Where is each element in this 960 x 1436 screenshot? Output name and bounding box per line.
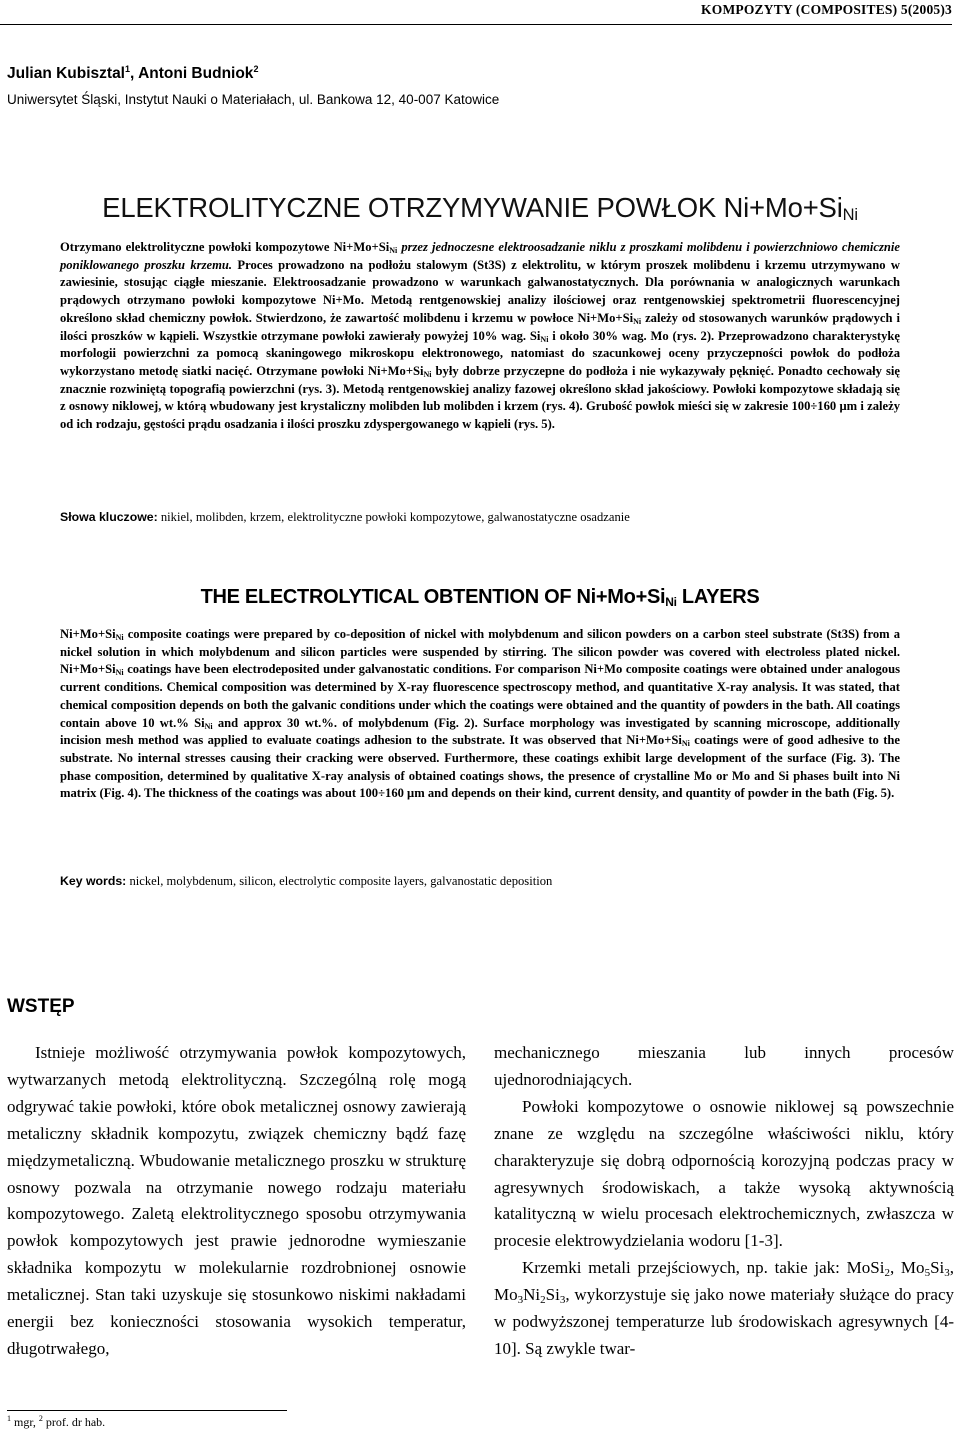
affiliation: Uniwersytet Śląski, Instytut Nauki o Materiałach, ul. Bankowa 12, 40-007 Katowice <box>7 92 500 107</box>
abstract-english: $Ni+Mo+Si_{Ni}$ composite coatings were prepared by co-deposition of nickel with molybdenum and silicon powders on a carbon steel substrate (St3S) from a nickel solution in which molybdenum and silicon particles were suspended by stirring. The silicon powder was covered with electroless plated nickel. $Ni+Mo+Si_{Ni}$ coatings have been electrodeposited under galvanostatic conditions. For comparison Ni+Mo composite coatings were obtained under analogous current conditions. Chemical composition was determined by X-ray fluorescence spectroscopy method, and quantitative X-ray analysis. It was stated, that chemical composition depends on both the galvanic conditions under which the coatings were obtained and the quantity of powders in the bath. All coatings contain above 10 wt.% $Si_{Ni}$ and approx 30 wt.%. of molybdenum (Fig. 2). Surface morphology was investigated by scanning microscope, additionally incision mesh method was applied to evaluate coatings adhesion to the substrate. It was observed that $Ni+Mo+Si_{Ni}$ coatings were of good adhesive to the substrate. No internal stresses causing their cracking were observed. Furthermore, these coatings exhibit large development of the surface (Fig. 3). The phase composition, determined by qualitative X-ray analysis of obtained coatings shows, the presence of crystalline Mo or Mo and Si phases built into Ni matrix (Fig. 4). The thickness of the coatings was about 100÷160 μm and depends on their kind, current density, and quantity of powder in the bath (Fig. 5). <box>60 627 900 801</box>
footnote-divider <box>7 1410 287 1411</box>
keywords-label: Słowa kluczowe: <box>60 510 158 524</box>
authors <box>7 64 258 83</box>
author-2: Antoni Budniok <box>138 65 254 83</box>
keywords-english <box>60 874 900 889</box>
title-english: THE ELECTROLYTICAL OBTENTION OF $Ni+Mo+Si_{Ni}$ LAYERS <box>200 586 760 609</box>
keywords-text: nickel, molybdenum, silicon, electrolytic composite layers, galvanostatic deposition <box>129 874 553 888</box>
body-column-left <box>7 1040 466 1363</box>
keywords-polish <box>60 510 900 525</box>
author-2-mark: 2 <box>253 64 259 74</box>
title-polish: ELEKTROLITYCZNE OTRZYMYWANIE POWŁOK $Ni+Mo+Si_{Ni}$ <box>102 192 858 224</box>
keywords-label: Key words: <box>60 874 127 888</box>
author-1-mark: 1 <box>125 64 131 74</box>
author-1: Julian Kubisztal <box>7 65 125 83</box>
footnote: $^1$ mgr, $^2$ prof. dr hab. <box>7 1414 106 1429</box>
journal-header <box>0 2 952 25</box>
paragraph: Krzemki metali przejściowych, np. takie jak: MoSi$_2$, $Mo_5Si_3$, $Mo_3Ni_2Si_3$, wykorzystuje się jako nowe materiały służące do pracy w podwyższonej temperaturze lub środowiskach agresywnych [4-10]. Są zwykle twar- <box>494 1258 954 1358</box>
body-column-right <box>494 1040 954 1363</box>
paragraph: mechanicznego mieszania lub innych procesów ujednorodniających. <box>494 1043 954 1089</box>
abstract-polish: Otrzymano elektrolityczne powłoki kompozytowe $Ni+Mo+Si_{Ni}$ przez jednoczesne elektroosadzanie niklu z proszkami molibdenu i powierzchniowo chemicznie poniklowanego proszku krzemu. Proces prowadzono na podłożu stalowym (St3S) z elektrolitu, w którym proszek molibdenu i krzemu utrzymywano w zawiesinie, stosując ciągłe mieszanie. Elektroosadzanie prowadzono w warunkach galwanostatycznych. Dla porównania w analogicznych warunkach prądowych otrzymano powłoki kompozytowe Ni+Mo. Metodą rentgenowskiej analizy ilościowej oraz rentgenowskiej spektrometrii fluorescencyjnej określono skład chemiczny powłok. Stwierdzono, że zawartość molibdenu i krzemu w powłoce $Ni+Mo+Si_{Ni}$ zależy od stosowanych warunków prądowych i ilości proszków w kąpieli. Wszystkie otrzymane powłoki zawierały powyżej 10% wag. $Si_{Ni}$ i około 30% wag. Mo (rys. 2). Przeprowadzono charakterystykę morfologii powierzchni za pomocą skaningowego mikroskopu elektronowego, natomiast do szacunkowej oceny przyczepności powłok do podłoża wykorzystano metodę siatki nacięć. Otrzymane powłoki $Ni+Mo+Si_{Ni}$ były dobrze przyczepne do podłoża i nie wykazywały pęknięć. Ponadto cechowały się znacznie rozwiniętą topografią powierzchni (rys. 3). Metodą rentgenowskiej analizy fazowej określono skład jakościowy. Powłoki kompozytowe składają się z osnowy niklowej, w którą wbudowany jest krystaliczny molibden lub molibden i krzem (rys. 4). Grubość powłok mieści się w zakresie 100÷160 μm i zależy od ich rodzaju, gęstości prądu osadzania i ilości proszku zdyspergowanego w kąpieli (rys. 5). <box>60 240 900 432</box>
journal-name: KOMPOZYTY (COMPOSITES) 5(2005)3 <box>701 2 952 17</box>
author-separator: , <box>130 65 139 83</box>
paragraph: Istnieje możliwość otrzymywania powłok kompozytowych, wytwarzanych metodą elektrolityczną. Szczególną rolę mogą odgrywać takie powłoki, które obok metalicznej osnowy zawierają metaliczny składnik kompozytu, związek chemiczny bądź fazę międzymetaliczną. Wbudowanie metalicznego proszku w strukturę osnowy pozwala na otrzymanie nowego rodzaju materiału kompozytowego. Zaletą elektrolitycznego sposobu otrzymywania powłok kompozytowych jest prawie jednorodne wymieszanie składnika kompozytu w molekularnie rozdrobnionej osnowie metalicznej. Stan taki uzyskuje się stosunkowo niskimi nakładami energii bez konieczności stosowania wysokich temperatur, długotrwałego, <box>7 1043 466 1358</box>
section-heading: WSTĘP <box>7 996 75 1017</box>
paragraph: Powłoki kompozytowe o osnowie niklowej są powszechnie znane ze względu na szczególne właściwości niklu, który charakteryzuje się dobrą odpornością korozyjną podczas pracy w agresywnych środowiskach, a także wysoką aktywnością katalityczną w wielu procesach elektrochemicznych, zwłaszcza w procesie elektrowydzielania wodoru [1-3]. <box>494 1096 954 1251</box>
keywords-text: nikiel, molibden, krzem, elektrolityczne powłoki kompozytowe, galwanostatyczne osadzanie <box>160 510 630 524</box>
